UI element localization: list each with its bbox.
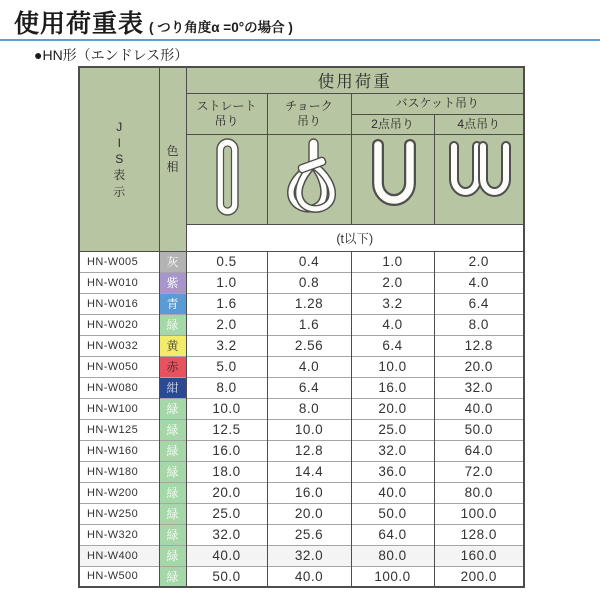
basket-column-header: バスケット吊り: [351, 93, 524, 114]
straight-load-value: 1.6: [186, 293, 267, 314]
straight-load-value: 12.5: [186, 419, 267, 440]
basket4-load-value: 160.0: [434, 545, 524, 566]
color-column-header: 色 相: [159, 67, 186, 251]
basket-4point-sling-icon: [434, 134, 524, 224]
straight-load-value: 3.2: [186, 335, 267, 356]
jis-code: HN-W500: [79, 566, 159, 587]
basket4-load-value: 32.0: [434, 377, 524, 398]
table-row: [79, 419, 524, 440]
choke-column-header: チョーク 吊り: [267, 93, 351, 134]
color-chip: 緑: [159, 314, 186, 335]
choke-load-value: 40.0: [267, 566, 351, 587]
table-row: [79, 398, 524, 419]
straight-load-value: 5.0: [186, 356, 267, 377]
jis-code: HN-W016: [79, 293, 159, 314]
page-title-text: 使用荷重表: [14, 10, 145, 38]
choke-load-value: 4.0: [267, 356, 351, 377]
choke-load-value: 2.56: [267, 335, 351, 356]
table-row: [79, 272, 524, 293]
jis-code: HN-W125: [79, 419, 159, 440]
choke-load-value: 6.4: [267, 377, 351, 398]
table-row: [79, 566, 524, 587]
basket4-load-value: 20.0: [434, 356, 524, 377]
color-chip: 赤: [159, 356, 186, 377]
basket2-load-value: 6.4: [351, 335, 434, 356]
choke-load-value: 0.4: [267, 251, 351, 272]
jis-code: HN-W200: [79, 482, 159, 503]
choke-load-value: 8.0: [267, 398, 351, 419]
choke-load-value: 1.6: [267, 314, 351, 335]
table-row: [79, 314, 524, 335]
straight-load-value: 32.0: [186, 524, 267, 545]
jis-code: HN-W050: [79, 356, 159, 377]
basket2-load-value: 64.0: [351, 524, 434, 545]
choke-load-value: 16.0: [267, 482, 351, 503]
section-label: ●HN形（エンドレス形）: [34, 47, 189, 63]
jis-column-header: J I S 表 示: [79, 67, 159, 251]
choke-load-value: 20.0: [267, 503, 351, 524]
working-load-table: [78, 66, 525, 588]
basket4-load-value: 8.0: [434, 314, 524, 335]
color-chip: 紫: [159, 272, 186, 293]
basket2-load-value: 25.0: [351, 419, 434, 440]
load-header: 使用荷重: [186, 67, 524, 93]
jis-code: HN-W160: [79, 440, 159, 461]
table-row: [79, 524, 524, 545]
basket4-load-value: 40.0: [434, 398, 524, 419]
basket2-load-value: 20.0: [351, 398, 434, 419]
color-chip: 青: [159, 293, 186, 314]
color-chip: 緑: [159, 398, 186, 419]
jis-code: HN-W180: [79, 461, 159, 482]
jis-code: HN-W080: [79, 377, 159, 398]
basket4-load-value: 128.0: [434, 524, 524, 545]
page-title: [14, 4, 293, 40]
basket4-load-value: 4.0: [434, 272, 524, 293]
table-row: [79, 377, 524, 398]
table-row: [79, 335, 524, 356]
color-chip: 緑: [159, 461, 186, 482]
basket4-load-value: 80.0: [434, 482, 524, 503]
color-chip: 緑: [159, 524, 186, 545]
basket2-load-value: 50.0: [351, 503, 434, 524]
basket2-load-value: 2.0: [351, 272, 434, 293]
jis-code: HN-W032: [79, 335, 159, 356]
basket2-load-value: 10.0: [351, 356, 434, 377]
basket2-load-value: 16.0: [351, 377, 434, 398]
basket2-load-value: 3.2: [351, 293, 434, 314]
straight-column-header: ストレート 吊り: [186, 93, 267, 134]
basket2-load-value: 40.0: [351, 482, 434, 503]
color-chip: 緑: [159, 503, 186, 524]
jis-code: HN-W010: [79, 272, 159, 293]
page-title-note: ( つり角度α =0°の場合 ): [149, 20, 293, 35]
table-row: [79, 482, 524, 503]
basket-4point-column-header: 4点吊り: [434, 114, 524, 134]
basket4-load-value: 12.8: [434, 335, 524, 356]
basket4-load-value: 64.0: [434, 440, 524, 461]
jis-code: HN-W320: [79, 524, 159, 545]
straight-load-value: 0.5: [186, 251, 267, 272]
basket4-load-value: 2.0: [434, 251, 524, 272]
choke-load-value: 12.8: [267, 440, 351, 461]
unit-note: (t以下): [186, 224, 524, 251]
straight-load-value: 20.0: [186, 482, 267, 503]
color-chip: 紺: [159, 377, 186, 398]
basket2-load-value: 32.0: [351, 440, 434, 461]
choke-sling-icon: [267, 134, 351, 224]
color-chip: 緑: [159, 419, 186, 440]
basket4-load-value: 72.0: [434, 461, 524, 482]
table-row: [79, 440, 524, 461]
straight-load-value: 16.0: [186, 440, 267, 461]
choke-load-value: 0.8: [267, 272, 351, 293]
straight-sling-icon: [186, 134, 267, 224]
straight-load-value: 25.0: [186, 503, 267, 524]
straight-load-value: 1.0: [186, 272, 267, 293]
title-divider: [0, 39, 600, 41]
table-row: [79, 293, 524, 314]
jis-code: HN-W400: [79, 545, 159, 566]
choke-load-value: 1.28: [267, 293, 351, 314]
basket-2point-sling-icon: [351, 134, 434, 224]
table-row: [79, 251, 524, 272]
basket4-load-value: 50.0: [434, 419, 524, 440]
choke-load-value: 32.0: [267, 545, 351, 566]
color-chip: 緑: [159, 545, 186, 566]
color-chip: 黄: [159, 335, 186, 356]
straight-load-value: 2.0: [186, 314, 267, 335]
basket4-load-value: 6.4: [434, 293, 524, 314]
basket4-load-value: 100.0: [434, 503, 524, 524]
straight-load-value: 40.0: [186, 545, 267, 566]
basket4-load-value: 200.0: [434, 566, 524, 587]
basket2-load-value: 1.0: [351, 251, 434, 272]
color-chip: 緑: [159, 482, 186, 503]
straight-load-value: 8.0: [186, 377, 267, 398]
color-chip: 緑: [159, 566, 186, 587]
table-row: [79, 356, 524, 377]
choke-load-value: 25.6: [267, 524, 351, 545]
straight-load-value: 50.0: [186, 566, 267, 587]
choke-load-value: 14.4: [267, 461, 351, 482]
choke-load-value: 10.0: [267, 419, 351, 440]
basket2-load-value: 100.0: [351, 566, 434, 587]
jis-code: HN-W250: [79, 503, 159, 524]
table-row: [79, 503, 524, 524]
basket2-load-value: 36.0: [351, 461, 434, 482]
basket2-load-value: 80.0: [351, 545, 434, 566]
jis-code: HN-W100: [79, 398, 159, 419]
color-chip: 灰: [159, 251, 186, 272]
basket-2point-column-header: 2点吊り: [351, 114, 434, 134]
color-chip: 緑: [159, 440, 186, 461]
jis-code: HN-W020: [79, 314, 159, 335]
table-row: [79, 545, 524, 566]
straight-load-value: 18.0: [186, 461, 267, 482]
straight-load-value: 10.0: [186, 398, 267, 419]
basket2-load-value: 4.0: [351, 314, 434, 335]
jis-code: HN-W005: [79, 251, 159, 272]
table-row: [79, 461, 524, 482]
